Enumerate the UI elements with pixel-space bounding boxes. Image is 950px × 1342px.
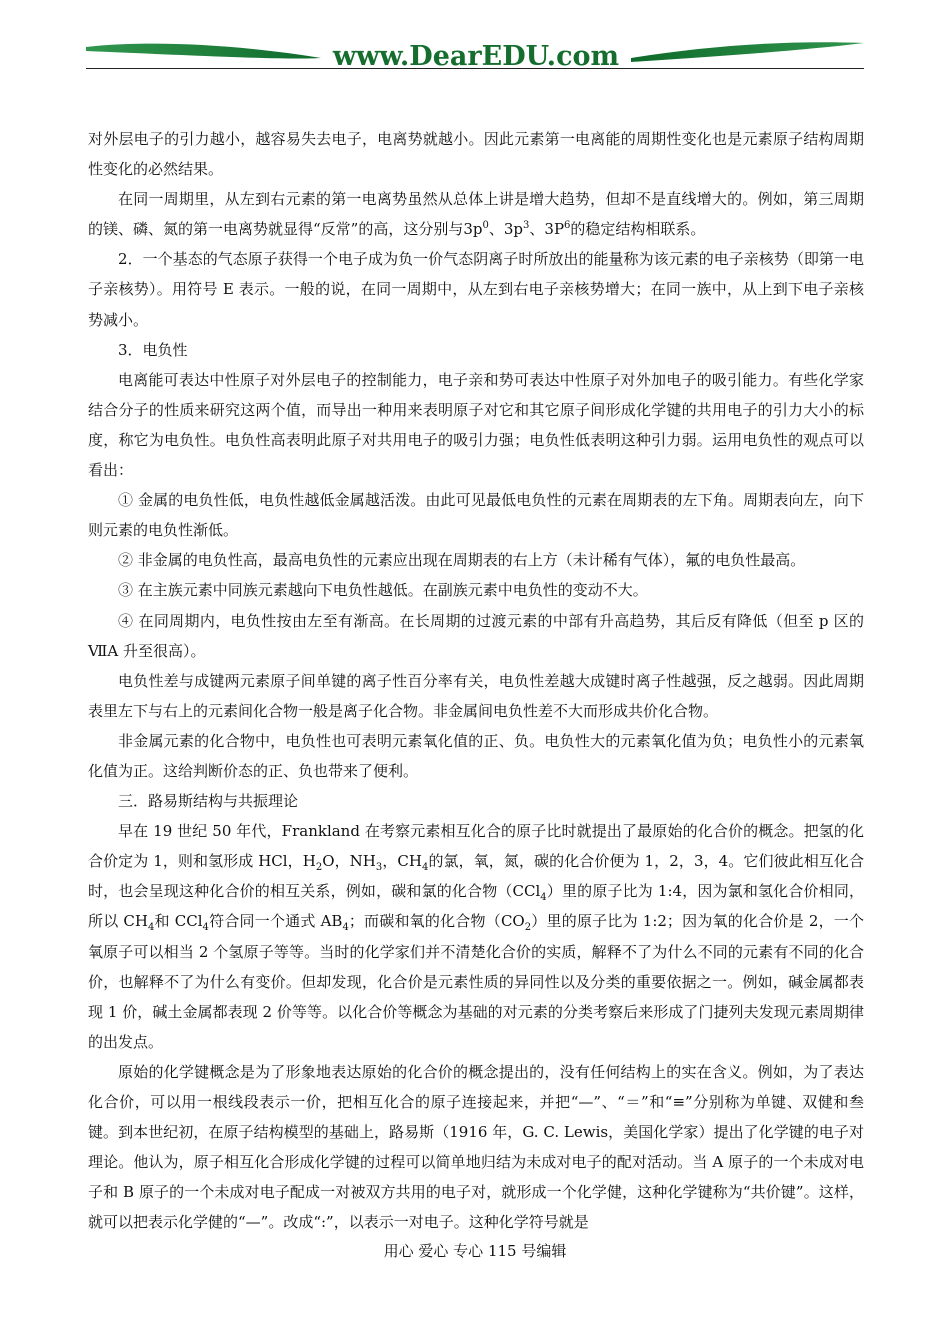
paragraph-p4 xyxy=(88,335,864,365)
paragraph-p13 xyxy=(88,816,864,1057)
text-run: 4 xyxy=(202,922,209,934)
text-run: 非金属元素的化合物中，电负性也可表明元素氧化值的正、负。电负性大的元素氧化值为负；电负性小的元素氧化值为正。这给判断价态的正、负也带来了便利。 xyxy=(88,731,864,780)
paragraph-p2 xyxy=(88,184,864,244)
text-run: 4 xyxy=(540,892,547,904)
text-run: 4 xyxy=(421,862,429,874)
document-body xyxy=(88,124,864,1237)
text-run: 在同一周期里，从左到右元素的第一电离势虽然从总体上讲是增大趋势，但却不是直线增大的。例如，第三周期的镁、磷、氮的第一电离势就显得“反常”的高，这分别与3p xyxy=(88,190,864,239)
paragraph-p8 xyxy=(88,575,864,605)
text-run: ① 金属的电负性低，电负性越低金属越活泼。由此可见最低电负性的元素在周期表的左下角。周期表向左，向下则元素的电负性渐低。 xyxy=(88,491,864,540)
text-run: ）里的原子比为 1:4，因为氯和氢化合价相同，所以 CH xyxy=(88,882,864,931)
text-run: 电负性差与成键两元素原子间单键的离子性百分率有关，电负性差越大成键时离子性越强，反之越弱。因此周期表里左下与右上的元素间化合物一般是离子化合物。非金属间电负性差不大而形成共价化合物。 xyxy=(88,671,864,720)
page-footer: 用心 爱心 专心 115 号编辑 xyxy=(383,1242,567,1260)
paragraph-p3 xyxy=(88,244,864,334)
brush-stroke-logo xyxy=(86,38,864,72)
paragraph-p11 xyxy=(88,726,864,786)
text-run: 电离能可表达中性原子对外层电子的控制能力，电子亲和势可表达中性原子对外加电子的吸引能力。有些化学家结合分子的性质来研究这两个值，而导出一种用来表明原子对它和其它原子间形成化学键的共用电子的引力大小的标度，称它为电负性。电负性高表明此原子对共用电子的吸引力强；电负性低表明这种引力弱。运用电负性的观点可以看出： xyxy=(88,370,864,480)
text-run: 4 xyxy=(147,922,155,934)
paragraph-p12 xyxy=(88,786,864,816)
text-run: 和 CCl xyxy=(154,912,203,931)
text-run: 6 xyxy=(564,220,571,232)
text-run: ④ 在同周期内，电负性按由左至有渐高。在长周期的过渡元素的中部有升高趋势，其后反有降低（但至 p 区的ⅦA 升至很高）。 xyxy=(88,611,864,660)
left-brush-stroke xyxy=(86,44,321,59)
text-run: 0 xyxy=(482,220,489,232)
text-run: 符合同一个通式 AB xyxy=(208,912,343,931)
text-run: 4 xyxy=(342,922,349,934)
right-brush-stroke xyxy=(631,42,864,62)
text-run: 3 xyxy=(523,220,530,232)
logo-text: www.DearEDU.com xyxy=(332,41,620,72)
text-run: 3 xyxy=(375,862,383,874)
text-run: 2 xyxy=(315,862,323,874)
text-run: 对外层电子的引力越小，越容易失去电子，电离势就越小。因此元素第一电离能的周期性变化也是元素原子结构周期性变化的必然结果。 xyxy=(88,130,864,179)
paragraph-p9 xyxy=(88,606,864,666)
paragraph-p10 xyxy=(88,666,864,726)
text-run: ）里的原子比为 1:2；因为氧的化合价是 2，一个氧原子可以相当 2 个氢原子等等。当时的化学家们并不清楚化合价的实质，解释不了为什么不同的元素有不同的化合价，也解释不了为什么有变价。但却发现，化合价是元素性质的异同性以及分类的重要依据之一。例如，碱金属都表现 1 价，碱土金属都表现 2 价等等。以化合价等概念为基础的对元素的分类考察后来形成了门捷列夫发现元素周期律的出发点。 xyxy=(88,912,864,1051)
paragraph-p1 xyxy=(88,124,864,184)
text-run: 2．一个基态的气态原子获得一个电子成为负一价气态阴离子时所放出的能量称为该元素的电子亲核势（即第一电子亲核势）。用符号 E 表示。一般的说，在同一周期中，从左到右电子亲核势增大；在同一族中，从上到下电子亲核势减小。 xyxy=(88,250,864,329)
text-run: 的稳定结构相联系。 xyxy=(570,220,706,239)
text-run: 三．路易斯结构与共振理论 xyxy=(118,792,299,811)
paragraph-p7 xyxy=(88,545,864,575)
text-run: ；而碳和氧的化合物（CO xyxy=(348,912,525,931)
text-run: 2 xyxy=(524,922,532,934)
text-run: 3．电负性 xyxy=(118,340,188,359)
text-run: 早在 19 世纪 50 年代，Frankland 在考察元素相互化合的原子比时就提出了最原始的化合价的概念。把氢的化合价定为 1，则和氢形成 HCl，H xyxy=(88,822,864,871)
text-run: O，NH xyxy=(322,852,376,871)
text-run: 原始的化学键概念是为了形象地表达原始的化合价的概念提出的，没有任何结构上的实在含义。例如，为了表达化合价，可以用一根线段表示一价，把相互化合的原子连接起来，并把“—”、“＝”和“≡”分别称为单键、双健和叁键。到本世纪初，在原子结构模型的基础上，路易斯（1916 年，G. C. Lewis，美国化学家）提出了化学键的电子对理论。他认为，原子相互化合形成化学键的过程可以简单地归结为未成对电子的配对活动。当 A 原子的一个未成对电子和 B 原子的一个未成对电子配成一对被双方共用的电子对，就形成一个化学健，这种化学键称为“共价键”。这样，就可以把表示化学健的“—”。改成“:”，以表示一对电子。这种化学符号就是 xyxy=(88,1062,864,1232)
site-header-logo xyxy=(86,38,864,72)
text-run: 、3P xyxy=(529,220,565,239)
paragraph-p14 xyxy=(88,1057,864,1238)
text-run: ② 非金属的电负性高，最高电负性的元素应出现在周期表的右上方（未计稀有气体），氟的电负性最高。 xyxy=(118,551,806,570)
paragraph-p6 xyxy=(88,485,864,545)
paragraph-p5 xyxy=(88,365,864,485)
text-run: 、3p xyxy=(488,220,524,239)
text-run: 的氯，氧，氮，碳的化合价便为 1，2，3，4。它们彼此相互化合时，也会呈现这种化合价的相互关系，例如，碳和氯的化合物（CCl xyxy=(88,852,864,901)
header-rule xyxy=(86,68,864,69)
text-run: ，CH xyxy=(382,852,422,871)
text-run: ③ 在主族元素中同族元素越向下电负性越低。在副族元素中电负性的变动不大。 xyxy=(118,581,648,600)
